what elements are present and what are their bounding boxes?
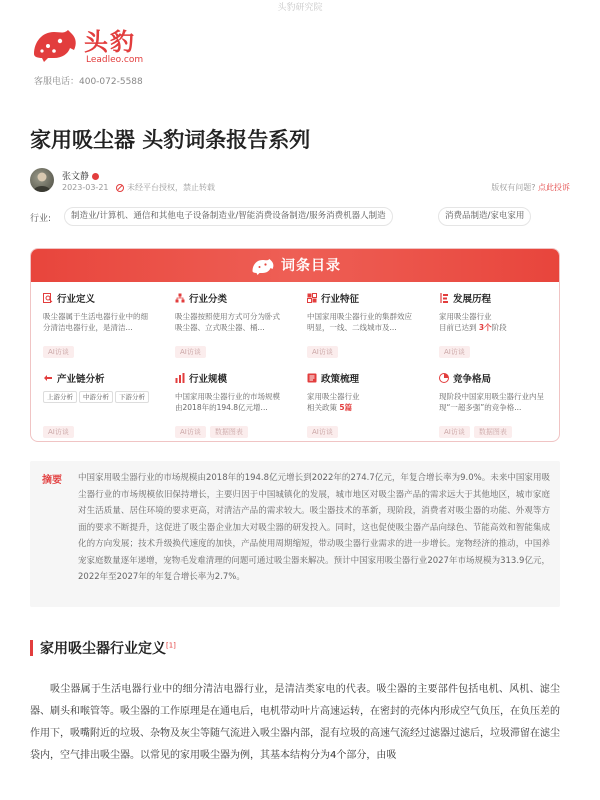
midstream-tag[interactable]: 中游分析 [79, 391, 113, 403]
author-badge-icon [92, 173, 99, 180]
section-title [40, 638, 176, 658]
ai-interview-tag[interactable]: AI访谈 [307, 426, 338, 438]
section-accent-bar [30, 640, 33, 656]
catalog-item-industry-chain[interactable] [43, 373, 163, 442]
catalog-item-classification[interactable] [175, 293, 295, 363]
grid-icon [307, 293, 317, 303]
catalog-title [31, 255, 559, 276]
catalog-item-market-size[interactable] [175, 373, 295, 442]
catalog-item-tags [43, 419, 163, 438]
catalog-item-title [175, 293, 295, 307]
leopard-logo-icon [30, 24, 80, 64]
catalog-item-definition[interactable] [43, 293, 163, 363]
catalog-item-desc-line: 阶段 [491, 323, 507, 332]
catalog-item-title [439, 373, 559, 387]
catalog-item-title-text: 发展历程 [453, 294, 492, 305]
policy-count: 5篇 [339, 403, 353, 412]
forbidden-icon [116, 184, 124, 192]
catalog-item-title [307, 373, 427, 387]
leopard-logo-icon [249, 256, 277, 276]
data-chart-tag[interactable]: 数据图表 [474, 426, 512, 438]
policy-icon [307, 373, 317, 383]
complaint-link[interactable]: 点此投诉 [538, 183, 570, 192]
pie-chart-icon [439, 373, 449, 383]
summary-box [30, 461, 560, 607]
section-title-text: 家用吸尘器行业定义 [40, 641, 166, 657]
search-doc-icon [43, 293, 53, 303]
ai-interview-tag[interactable]: AI访谈 [43, 426, 74, 438]
ai-interview-tag[interactable]: AI访谈 [439, 426, 470, 438]
catalog-item-title [439, 293, 559, 307]
catalog-item-title-text: 产业链分析 [57, 374, 105, 385]
industry-tag[interactable]: 制造业/计算机、通信和其他电子设备制造业/智能消费设备制造/服务消费机器人制造 [64, 207, 393, 226]
hierarchy-icon [175, 293, 185, 303]
industry-tag[interactable]: 消费品制造/家电家用 [438, 207, 531, 226]
ai-interview-tag[interactable]: AI访谈 [43, 346, 74, 358]
copyright-notice [116, 182, 215, 193]
body-paragraph: 吸尘器属于生活电器行业中的细分清洁电器行业，是清洁类家电的代表。吸尘器的主要部件包括电机、风机、滤尘器、刷头和喉管等。吸尘器的工作原理是在通电后，电机带动叶片高速运转，在密封的壳体内形成空气负压，在负压差的作用下，吸嘴附近的垃圾、杂物及灰尘等随气流进入吸尘器内部，混有垃圾的高速气流经过滤器过滤后，垃圾滞留在滤尘袋内，空气排出吸尘器。以常见的家用吸尘器为例，其基本结构分为4个部分，由吸 [30, 684, 560, 761]
service-phone: 客服电话：400-072-5588 [34, 77, 143, 87]
ai-interview-tag[interactable]: AI访谈 [175, 426, 206, 438]
catalog-item-desc: 现阶段中国家用吸尘器行业内呈现“一超多强”的竞争格... [439, 392, 544, 412]
catalog-item-desc: 中国家用吸尘器行业的市场规模由2018年的194.8亿元增... [175, 392, 280, 412]
industry-row [30, 207, 570, 227]
catalog-item-competition[interactable] [439, 373, 559, 442]
ai-interview-tag[interactable]: AI访谈 [439, 346, 470, 358]
catalog-panel [30, 248, 560, 442]
catalog-item-features[interactable] [307, 293, 427, 363]
catalog-item-tags [307, 339, 427, 358]
author-row [30, 168, 570, 198]
catalog-item-policy[interactable] [307, 373, 427, 442]
catalog-item-desc: 中国家用吸尘器行业的集群效应明显，一线、二线城市及... [307, 312, 412, 332]
industry-label: 行业: [30, 214, 52, 224]
brand-logo[interactable] [30, 22, 180, 72]
catalog-item-title [175, 373, 295, 387]
catalog-item-title [43, 373, 163, 387]
catalog-item-title-text: 政策梳理 [321, 374, 360, 385]
catalog-item-title-text: 行业分类 [189, 294, 228, 305]
stage-count: 3个 [478, 323, 492, 332]
catalog-header [31, 249, 559, 282]
ai-interview-tag[interactable]: AI访谈 [307, 346, 338, 358]
catalog-item-desc: 吸尘器属于生活电器行业中的细分清洁电器行业，是清洁... [43, 312, 148, 332]
reference-link[interactable]: [1] [166, 641, 176, 650]
avatar[interactable] [30, 168, 54, 192]
brand-name: 头豹 [84, 28, 136, 56]
bar-chart-icon [175, 373, 185, 383]
catalog-item-title [307, 293, 427, 307]
author-name[interactable] [62, 169, 99, 182]
catalog-item-desc [439, 311, 547, 333]
catalog-item-desc [307, 391, 415, 413]
catalog-item-title-text: 行业定义 [57, 294, 96, 305]
catalog-item-tags [439, 339, 559, 358]
catalog-item-history[interactable] [439, 293, 559, 363]
catalog-item-desc-line: 家用吸尘器行业 [307, 392, 360, 401]
author-name-text: 张文静 [62, 172, 90, 182]
catalog-item-tags [307, 419, 427, 438]
catalog-item-desc-line: 相关政策 [307, 403, 340, 412]
downstream-tag[interactable]: 下游分析 [115, 391, 149, 403]
catalog-item-title-text: 行业规模 [189, 374, 228, 385]
copyright-question-text: 版权有问题? [491, 183, 536, 192]
timeline-icon [439, 293, 449, 303]
publish-date: 2023-03-21 [62, 183, 109, 192]
summary-label: 摘要 [42, 475, 62, 486]
catalog-item-subtags [43, 391, 151, 413]
brand-domain: Leadleo.com [86, 55, 144, 65]
catalog-item-desc: 吸尘器按照使用方式可分为卧式吸尘器、立式吸尘器、桶... [175, 312, 280, 332]
catalog-item-tags [175, 419, 295, 438]
catalog-item-tags [439, 419, 559, 438]
catalog-item-tags [43, 339, 163, 358]
catalog-title-text: 词条目录 [281, 258, 341, 274]
upstream-tag[interactable]: 上游分析 [43, 391, 77, 403]
catalog-item-tags [175, 339, 295, 358]
catalog-item-title [43, 293, 163, 307]
chain-icon [43, 373, 53, 383]
catalog-item-title-text: 行业特征 [321, 294, 360, 305]
catalog-item-title-text: 竞争格局 [453, 374, 492, 385]
copyright-question [491, 182, 570, 193]
ai-interview-tag[interactable]: AI访谈 [175, 346, 206, 358]
avatar-image-icon [30, 168, 54, 192]
data-chart-tag[interactable]: 数据图表 [210, 426, 248, 438]
watermark-text: 头豹研究院 [277, 3, 323, 13]
catalog-item-desc-line: 家用吸尘器行业 [439, 312, 492, 321]
catalog-item-desc-line: 目前已达到 [439, 323, 479, 332]
copyright-notice-text: 未经平台授权，禁止转载 [127, 183, 215, 192]
summary-text: 中国家用吸尘器行业的市场规模由2018年的194.8亿元增长到2022年的274.7亿元，年复合增长率为9.0%。未来中国家用吸尘器行业的市场规模依旧保持增长，主要归因于中国城镇化的发展，城市地区对吸尘器产品的需求远大于其他地区，城市家庭对生活质量、居住环境的要求更高，对清洁产品的需求较大。吸尘器技术的革新，现阶段，消费者对吸尘器的功能、外观等方面的要求不断提升，这促进了吸尘器企业加大对吸尘器的研发投入。同时，这也促使吸尘器产品向绿色、节能高效和智能集成化的方向发展；技术升级换代速度的加快，产品使用周期缩短，带动吸尘器行业需求的进一步增长。宠物经济的推动，中国养宠家庭数量逐年递增，宠物毛发难清理的问题可通过吸尘器来解决。预计中国家用吸尘器行业2027年市场规模为313.9亿元，2022年至2027年的年复合增长率为2.7%。 [78, 473, 550, 582]
page-title: 家用吸尘器 头豹词条报告系列 [30, 128, 311, 152]
